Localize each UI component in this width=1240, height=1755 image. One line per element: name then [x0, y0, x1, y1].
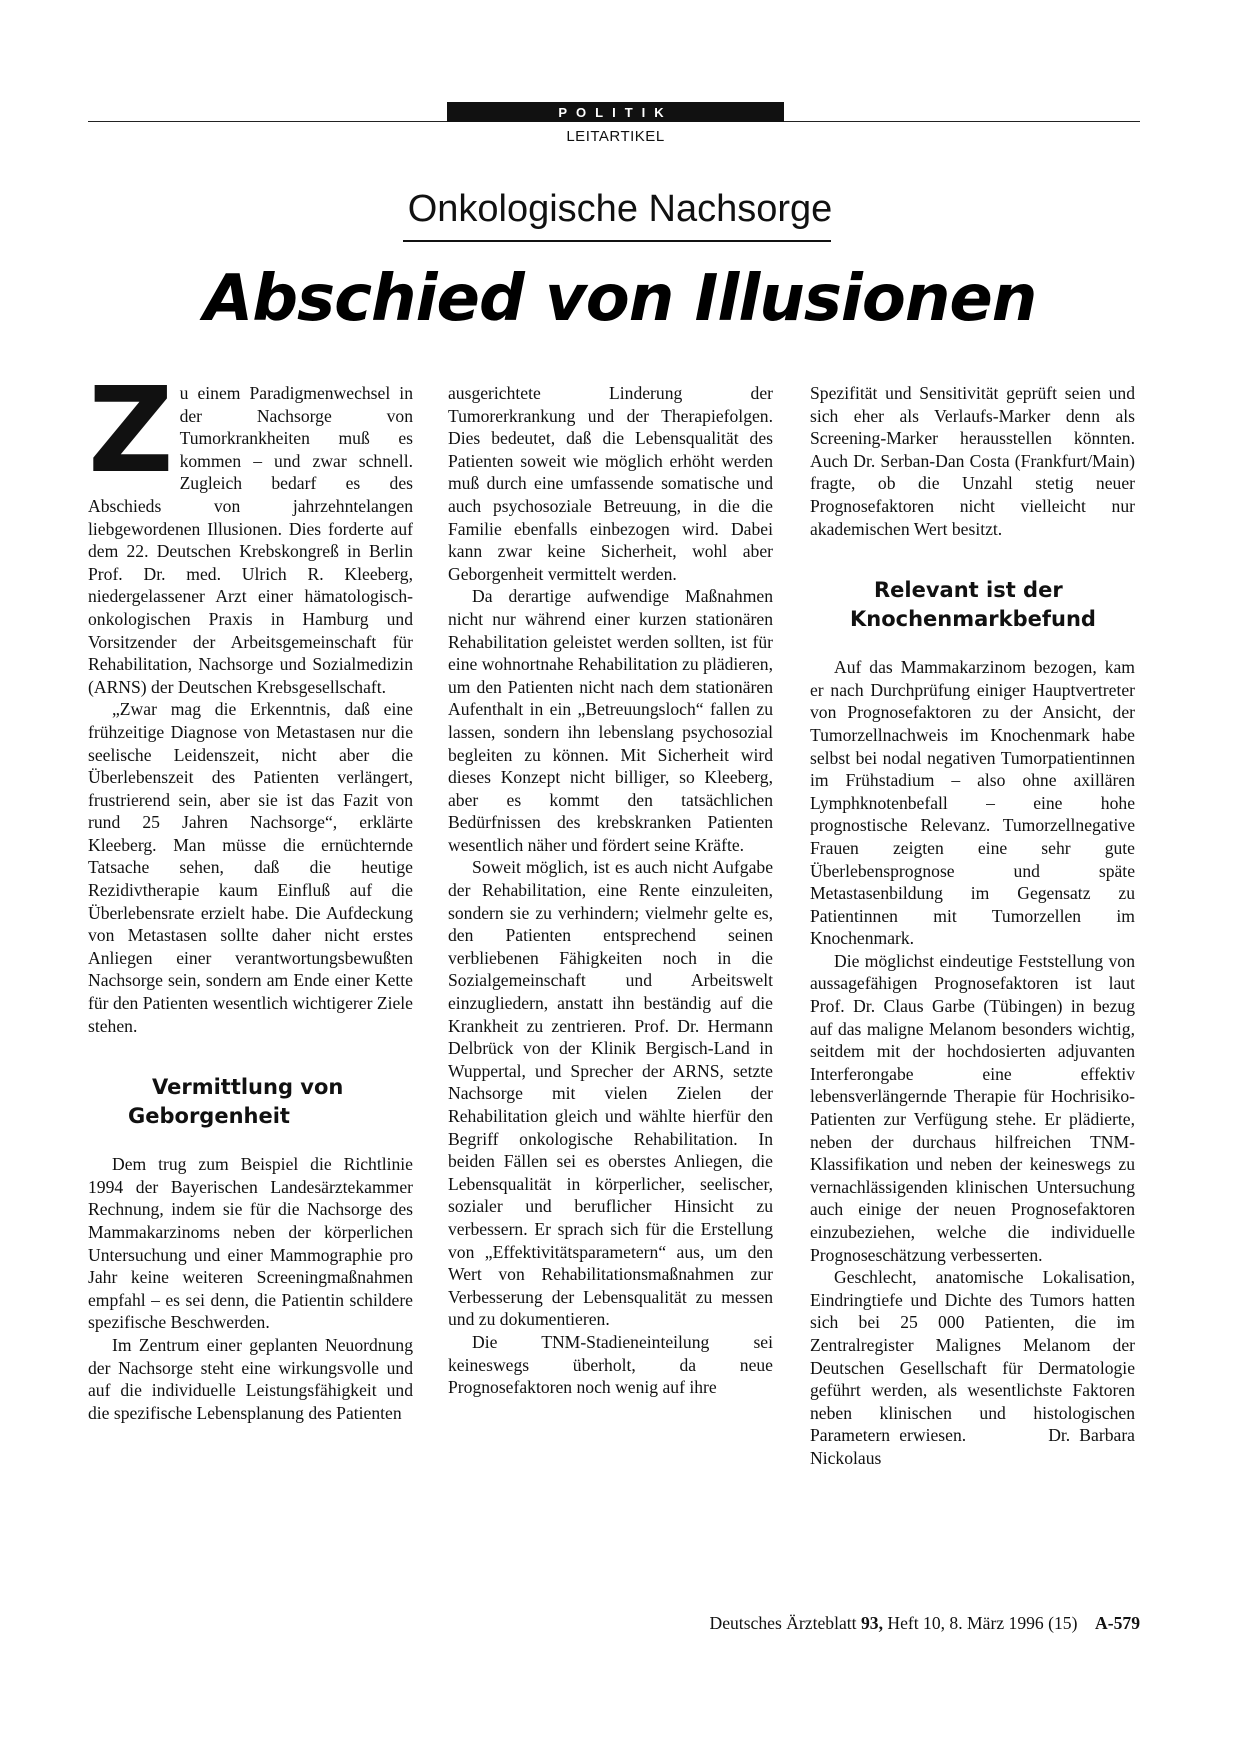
article-column-2	[448, 382, 773, 1399]
article-column-3	[810, 382, 1135, 1470]
page-footer	[560, 1613, 1140, 1634]
paragraph: „Zwar mag die Erkenntnis, daß eine frühzeitige Diagnose von Metastasen nur die seelische Leidenszeit, nicht aber die Überlebenszeit des Patienten verlängert, frustrierend sein, aber sie ist das Fazit von rund 25 Jahren Nachsorge“, erklärte Kleeberg. Man müsse die ernüchternde Tatsache sehen, daß die heutige Rezidivtherapie kaum Einfluß auf die Überlebensrate erzielt habe. Die Aufdeckung von Metastasen sollte daher nicht erstes Anliegen einer verantwortungsbewußten Nachsorge sein, sondern am Ende einer Kette für den Patienten wesentlich wichtigerer Ziele stehen.	[88, 699, 413, 1036]
paragraph: Spezifität und Sensitivität geprüft seien und sich eher als Verlaufs-Marker denn als Screening-Marker herausstellen könnten. Auch Dr. Serban-Dan Costa (Frankfurt/Main) fragte, ob die Unzahl stetig neuer Prognosefaktoren nicht vielleicht nur akademischen Wert besitzt.	[810, 383, 1135, 539]
article-column-1	[88, 361, 413, 1424]
journal-name: Deutsches Ärzteblatt	[709, 1613, 857, 1633]
article-headline: Abschied von Illusionen	[203, 262, 1037, 336]
paragraph: Die TNM-Stadieneinteilung sei keineswegs überholt, da neue Prognosefaktoren noch wenig auf ihre	[448, 1331, 773, 1398]
paragraph: Zu einem Paradigmenwechsel in der Nachsorge von Tumorkrankheiten muß es kommen – und zwar schnell. Zugleich bedarf es des Abschieds von jahrzehntelangen liebgewordenen Illusionen. Dies forderte auf dem 22. Deutschen Krebskongreß in Berlin Prof. Dr. med. Ulrich R. Kleeberg, niedergelassener Arzt einer hämatologisch-onkologischen Praxis in Hamburg und Vorsitzender der Arbeitsgemeinschaft für Rehabilitation, Nachsorge und Sozialmedizin (ARNS) der Deutschen Krebsgesellschaft.	[88, 361, 413, 697]
paragraph: ausgerichtete Linderung der Tumorerkrankung und der Therapiefolgen. Dies bedeutet, daß die Lebensqualität des Patienten soweit wie möglich erhöht werden muß durch eine umfassende somatische und auch psychosoziale Betreuung, in die die Familie ebenfalls einbezogen wird. Dabei kann zwar keine Sicherheit, wohl aber Geborgenheit vermittelt werden.	[448, 383, 773, 584]
drop-cap: Z	[88, 361, 174, 499]
section-label: POLITIK	[447, 102, 784, 122]
subheading: Relevant ist der Knochenmarkbefund	[850, 578, 1096, 632]
kicker-underline	[403, 240, 831, 242]
paragraph: Die möglichst eindeutige Feststellung von aussagefähigen Prognosefaktoren ist laut Prof. Dr. Claus Garbe (Tübingen) in bezug auf das maligne Melanom besonders wichtig, seitdem mit der hochdosierten adjuvanten Interferongabe eine effektiv lebensverlängernde Therapie für Hochrisiko-Patienten zur Verfügung stehe. Er plädierte, neben der durchaus hilfreichen TNM-Klassifikation und neben der keineswegs zu vernachlässigenden klinischen Untersuchung auch einige der neuen Prognosefaktoren einzubeziehen, welche die individuelle Prognoseschätzung verbesserten.	[810, 950, 1135, 1265]
subheading: Vermittlung von Geborgenheit	[128, 1075, 344, 1129]
paragraph: Geschlecht, anatomische Lokalisation, Eindringtiefe und Dichte des Tumors hatten sich bei 25 000 Patienten, die im Zentralregister Malignes Melanom der Deutschen Gesellschaft für Dermatologie geführt werden, als wesentlichste Faktoren neben klinischen und histologischen Parametern erwiesen. Dr. Barbara Nickolaus	[810, 1267, 1135, 1468]
paragraph: Auf das Mammakarzinom bezogen, kam er nach Durchprüfung einiger Hauptvertreter von Prognosefaktoren zu der Ansicht, der Tumorzellnachweis im Knochenmark habe selbst bei nodal negativen Tumorpatientinnen im Frühstadium – also ohne axillären Lymphknotenbefall – eine hohe prognostische Relevanz. Tumorzellnegative Frauen zeigten eine sehr gute Überlebensprognose und späte Metastasenbildung im Gegensatz zu Patientinnen mit Tumorzellen im Knochenmark.	[810, 657, 1135, 949]
paragraph: Im Zentrum einer geplanten Neuordnung der Nachsorge steht eine wirkungsvolle und auf die individuelle Leistungsfähigkeit und die spezifische Lebensplanung des Patienten	[88, 1334, 413, 1423]
volume-number: 93,	[860, 1613, 883, 1633]
paragraph: Dem trug zum Beispiel die Richtlinie 1994 der Bayerischen Landesärztekammer Rechnung, indem sie für die Nachsorge des Mammakarzinoms neben der körperlichen Untersuchung und einer Mammographie pro Jahr keine weiteren Screeningmaßnahmen empfahl – es sei denn, die Patientin schildere spezifische Beschwerden.	[88, 1154, 413, 1333]
article-kicker: Onkologische Nachsorge	[407, 188, 833, 230]
paragraph: Da derartige aufwendige Maßnahmen nicht nur während einer kurzen stationären Rehabilitation geleistet werden sollten, ist für eine wohnortnahe Rehabilitation zu plädieren, um den Patienten nicht nach dem stationären Aufenthalt in ein „Betreuungsloch“ fallen zu lassen, sondern ihn lebenslang psychosozial begleiten zu können. Mit Sicherheit wird dieses Konzept nicht billiger, so Kleeberg, aber es kommt den tatsächlichen Bedürfnissen des krebskranken Patienten wesentlich näher und fördert seine Kräfte.	[448, 586, 773, 855]
subsection-label: LEITARTIKEL	[566, 128, 665, 145]
paragraph: Soweit möglich, ist es auch nicht Aufgabe der Rehabilitation, eine Rente einzuleiten, sondern sie zu verhindern; vielmehr gelte es, den Patienten entsprechend seinen verbliebenen Fähigkeiten noch in die Sozialgemeinschaft und Arbeitswelt einzugliedern, anstatt ihn beständig auf die Krankheit zu zentrieren. Prof. Dr. Hermann Delbrück von der Klinik Bergisch-Land in Wuppertal, und Sprecher der ARNS, setzte Nachsorge mit vielen Zielen der Rehabilitation gleich und wählte hierfür den Begriff onkologische Rehabilitation. In beiden Fällen sei es oberstes Anliegen, die Lebensqualität in körperlicher, seelischer, sozialer und beruflicher Hinsicht zu verbessern. Er sprach sich für die Erstellung von „Effektivitätsparametern“ aus, um den Wert von Rehabilitationsmaßnahmen zur Verbesserung der Lebensqualität zu messen und zu dokumentieren.	[448, 857, 773, 1330]
issue-info: Heft 10, 8. März 1996 (15)	[887, 1613, 1078, 1633]
author-byline: Dr. Barbara Nickolaus	[810, 1425, 1135, 1468]
page-number: A-579	[1095, 1613, 1140, 1633]
